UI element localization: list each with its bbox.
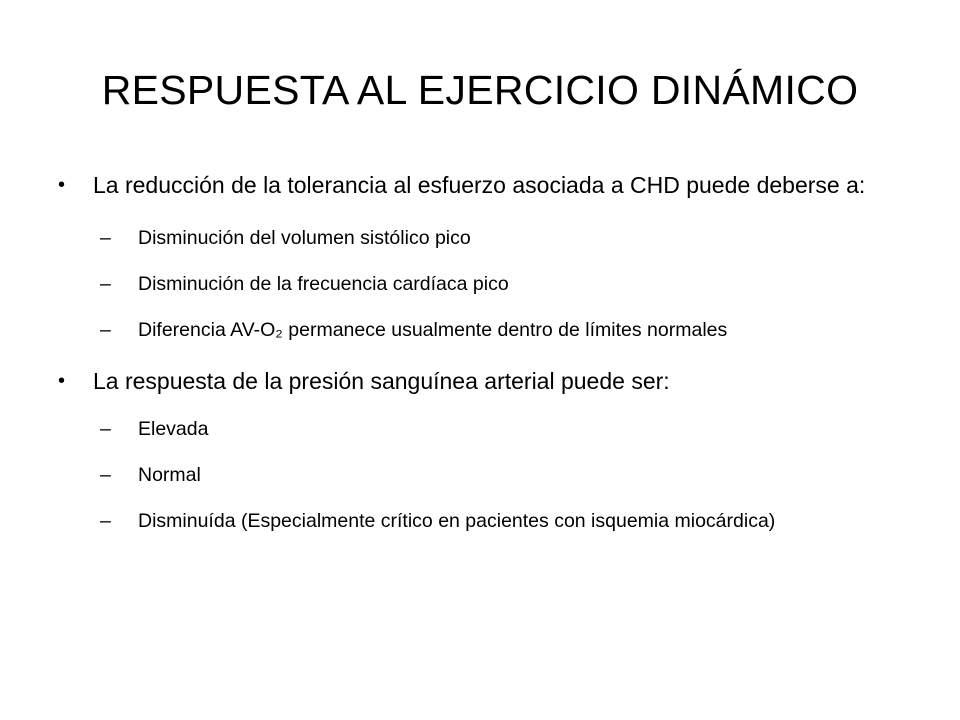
sub-bullet-item xyxy=(58,226,888,250)
bullet-icon: • xyxy=(58,370,66,392)
dash-icon: – xyxy=(100,418,111,440)
dash-icon: – xyxy=(100,227,111,249)
dash-icon: – xyxy=(100,510,111,532)
sub-bullet-text: Disminución del volumen sistólico pico xyxy=(138,227,471,249)
bullet-text: La reducción de la tolerancia al esfuerzo asociada a CHD puede deberse a: xyxy=(93,172,866,198)
bullet-icon: • xyxy=(58,174,66,196)
bullet-text: La respuesta de la presión sanguínea arterial puede ser: xyxy=(93,368,670,394)
slide-content xyxy=(58,170,888,533)
sub-bullet-text: Elevada xyxy=(138,418,209,440)
sub-bullet-text: Normal xyxy=(138,464,201,486)
sub-bullet-text: Disminuída (Especialmente crítico en pacientes con isquemia miocárdica) xyxy=(138,510,776,532)
sub-bullet-item xyxy=(58,318,888,342)
bullet-item xyxy=(58,170,888,200)
bullet-item xyxy=(58,366,888,396)
sub-bullet-item xyxy=(58,509,888,533)
sub-bullet-text: Diferencia AV-O₂ permanece usualmente dentro de límites normales xyxy=(138,319,728,341)
sub-bullet-text: Disminución de la frecuencia cardíaca pico xyxy=(138,273,509,295)
dash-icon: – xyxy=(100,319,111,341)
dash-icon: – xyxy=(100,464,111,486)
sub-bullet-item xyxy=(58,417,888,441)
sub-bullet-item xyxy=(58,272,888,296)
slide-title: RESPUESTA AL EJERCICIO DINÁMICO xyxy=(101,67,859,113)
dash-icon: – xyxy=(100,273,111,295)
sub-bullet-item xyxy=(58,463,888,487)
